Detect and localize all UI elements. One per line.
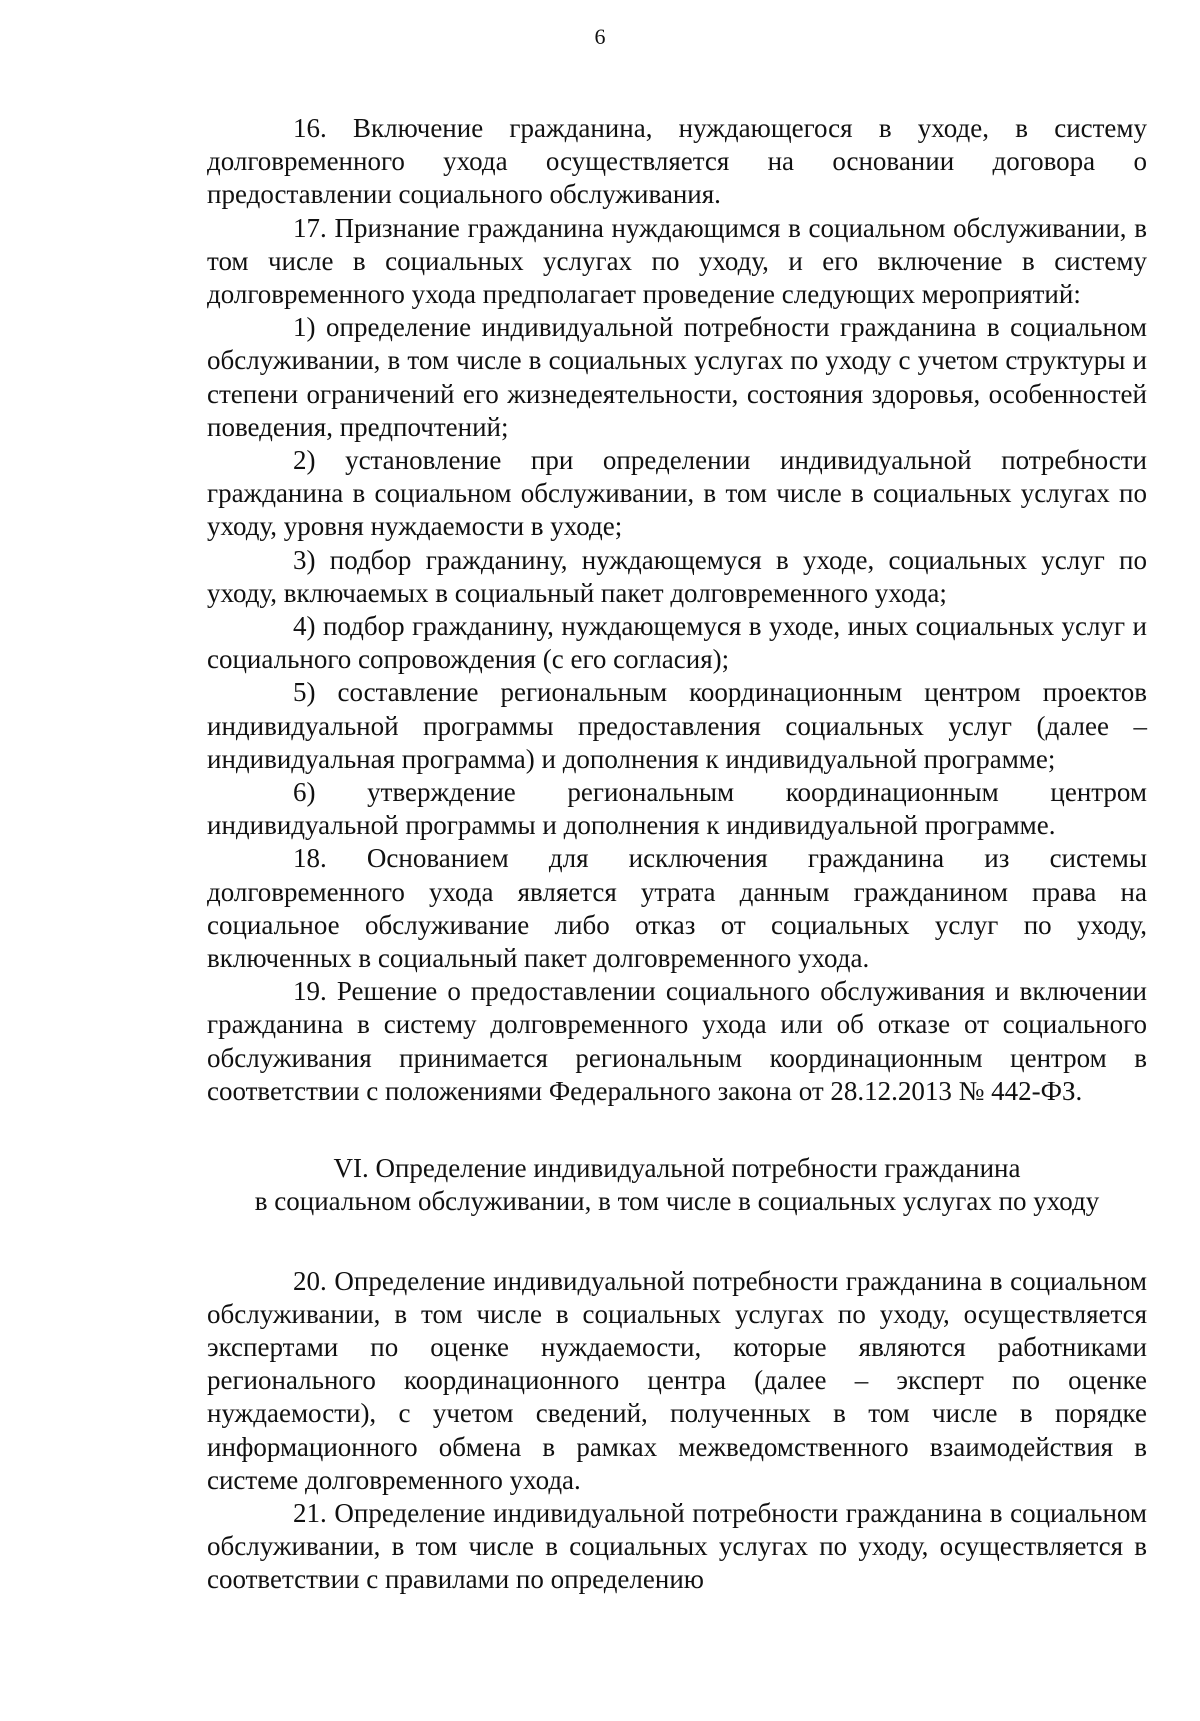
list-item-3: 3) подбор гражданину, нуждающемуся в уходе, социальных услуг по уходу, включаемых в социальный пакет долговременного ухода; xyxy=(207,544,1147,608)
section-heading-line-1: VI. Определение индивидуальной потребности гражданина xyxy=(333,1153,1021,1184)
paragraph-18: 18. Основанием для исключения гражданина из системы долговременного ухода является утрата данным гражданином права на социальное обслуживание либо отказ от социальных услуг по уходу, включенных в социальный пакет долговременного ухода. xyxy=(207,843,1147,974)
section-heading xyxy=(207,1152,1147,1218)
paragraph-17: 17. Признание гражданина нуждающимся в социальном обслуживании, в том числе в социальных услугах по уходу, и его включение в систему долговременного ухода предполагает проведение следующих мероприятий: xyxy=(207,212,1147,310)
section-heading-line-2: в социальном обслуживании, в том числе в социальных услугах по уходу xyxy=(254,1186,1100,1217)
list-item-1: 1) определение индивидуальной потребности гражданина в социальном обслуживании, в том числе в социальных услугах по уходу с учетом структуры и степени ограничений его жизнедеятельности, состояния здоровья, особенностей поведения, предпочтений; xyxy=(207,312,1147,442)
list-item-5: 5) составление региональным координационным центром проектов индивидуальной программы предоставления социальных услуг (далее – индивидуальная программа) и дополнения к индивидуальной программе; xyxy=(207,677,1147,774)
paragraph-16: 16. Включение гражданина, нуждающегося в уходе, в систему долговременного ухода осуществляется на основании договора о предоставлении социального обслуживания. xyxy=(207,113,1147,210)
paragraph-21: 21. Определение индивидуальной потребности гражданина в социальном обслуживании, в том числе в социальных услугах по уходу, осуществляется в соответствии с правилами по определению xyxy=(207,1497,1147,1595)
list-item-2: 2) установление при определении индивидуальной потребности гражданина в социальном обслуживании, в том числе в социальных услугах по уходу, уровня нуждаемости в уходе; xyxy=(207,445,1147,542)
document-body xyxy=(207,112,1147,1597)
list-item-6: 6) утверждение региональным координационным центром индивидуальной программы и дополнения к индивидуальной программе. xyxy=(207,777,1147,841)
page-number: 6 xyxy=(594,24,606,49)
paragraph-19: 19. Решение о предоставлении социального обслуживания и включении гражданина в систему долговременного ухода или об отказе от социального обслуживания принимается региональным координационным центром в соответствии с положениями Федерального закона от 28.12.2013 № 442-ФЗ. xyxy=(207,976,1147,1106)
paragraph-20: 20. Определение индивидуальной потребности гражданина в социальном обслуживании, в том числе в социальных услугах по уходу, осуществляется экспертами по оценке нуждаемости, которые являются работниками регионального координационного центра (далее – эксперт по оценке нуждаемости), с учетом сведений, полученных в том числе в порядке информационного обмена в рамках межведомственного взаимодействия в системе долговременного ухода. xyxy=(207,1265,1147,1495)
list-item-4: 4) подбор гражданину, нуждающемуся в уходе, иных социальных услуг и социального сопровождения (с его согласия); xyxy=(207,611,1147,675)
